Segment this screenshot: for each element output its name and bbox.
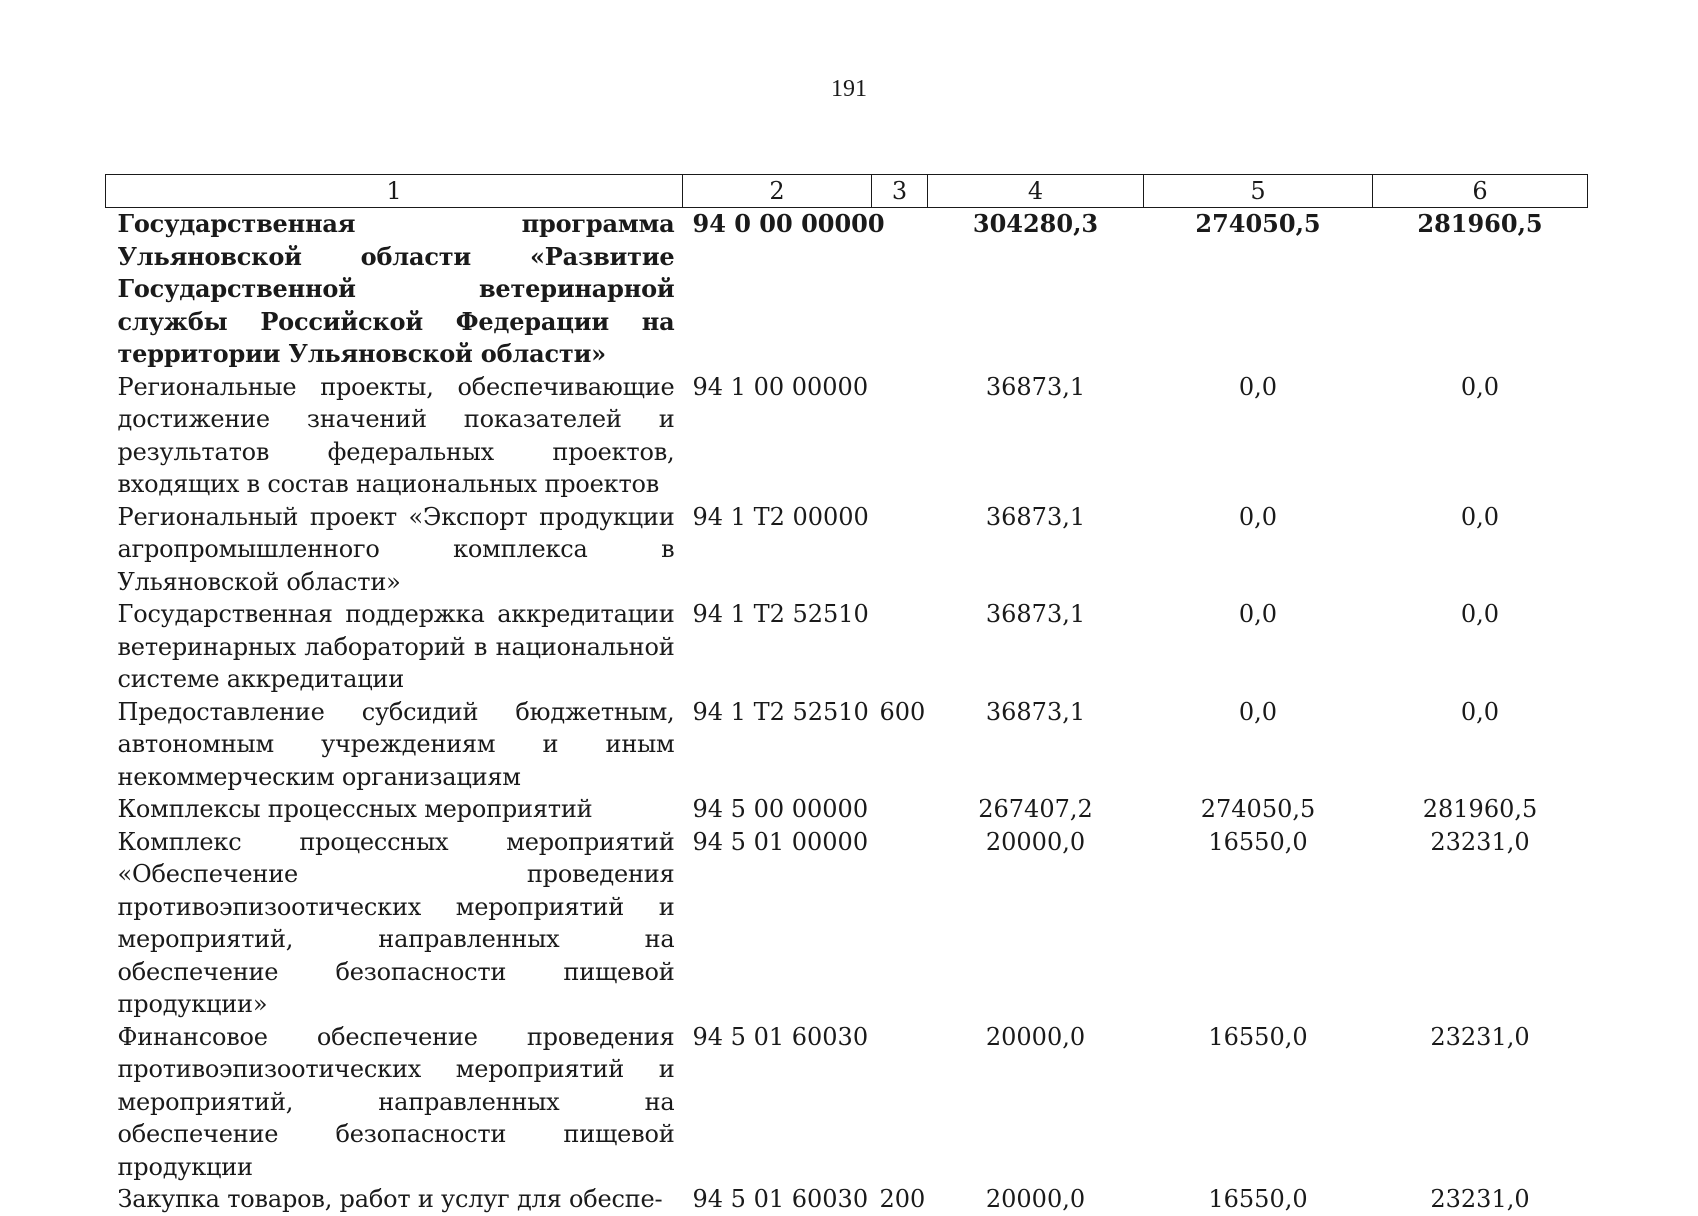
row-value-col-4: 304280,3 — [972, 209, 1099, 238]
row-expense-type-code — [872, 598, 928, 696]
header-col-4: 4 — [928, 175, 1144, 208]
row-target-article-code: 94 5 01 00000 — [692, 827, 869, 856]
table-row — [106, 501, 1588, 599]
row-value-col-5: 16550,0 — [1208, 1185, 1308, 1213]
row-name: Финансовое обеспечение проведения противоэпизоотических мероприятий и мероприятий, направленных на обеспечение безопасности пищевой продукции — [117, 1022, 675, 1181]
row-value-col-5: 0,0 — [1238, 600, 1278, 628]
header-col-1: 1 — [106, 175, 683, 208]
row-value-col-6: 281960,5 — [1422, 795, 1538, 823]
row-expense-type-code — [872, 371, 928, 501]
row-target-article-code: 94 5 01 60030 — [692, 1022, 869, 1051]
budget-table — [105, 174, 1588, 1216]
row-value-col-6: 0,0 — [1460, 600, 1500, 628]
table-row — [106, 793, 1588, 826]
table-row — [106, 208, 1588, 371]
row-expense-type-code — [872, 501, 928, 599]
table-row — [106, 371, 1588, 501]
row-value-col-5: 0,0 — [1238, 502, 1278, 531]
row-expense-type-code — [872, 1021, 928, 1184]
header-col-3: 3 — [872, 175, 928, 208]
row-value-col-4: 36873,1 — [985, 502, 1086, 531]
table-row — [106, 1183, 1588, 1216]
row-target-article-code: 94 1 Т2 00000 — [692, 502, 869, 531]
row-name: Региональные проекты, обеспечивающие достижение значений показателей и результатов федеральных проектов, входящих в состав национальных проектов — [117, 372, 675, 498]
row-name: Региональный проект «Экспорт продукции агропромышленного комплекса в Ульяновской области» — [117, 502, 675, 596]
row-value-col-5: 16550,0 — [1208, 827, 1308, 856]
row-value-col-6: 23231,0 — [1430, 1022, 1530, 1051]
row-expense-type-code: 200 — [879, 1185, 926, 1213]
table-header — [106, 175, 1588, 208]
header-col-6: 6 — [1373, 175, 1588, 208]
row-value-col-6: 23231,0 — [1430, 827, 1530, 856]
row-name: Комплекс процессных мероприятий «Обеспечение проведения противоэпизоотических мероприятий и мероприятий, направленных на обеспечение безопасности пищевой продукции» — [117, 827, 675, 1018]
row-name: Комплексы процессных мероприятий — [117, 795, 593, 823]
row-value-col-4: 20000,0 — [985, 1185, 1086, 1213]
row-value-col-6: 0,0 — [1460, 372, 1500, 401]
table-row — [106, 826, 1588, 1021]
row-value-col-6: 23231,0 — [1430, 1185, 1530, 1213]
header-row — [106, 175, 1588, 208]
row-value-col-5: 0,0 — [1238, 372, 1278, 401]
row-name: Государственная программа Ульяновской области «Развитие Государственной ветеринарной службы Российской Федерации на территории Ульяновской области» — [117, 209, 675, 368]
row-name: Государственная поддержка аккредитации ветеринарных лабораторий в национальной системе аккредитации — [117, 600, 675, 693]
row-name: Предоставление субсидий бюджетным, автономным учреждениям и иным некоммерческим организациям — [117, 697, 675, 791]
row-name: Закупка товаров, работ и услуг для обеспе- — [117, 1185, 663, 1213]
row-value-col-6: 0,0 — [1460, 697, 1500, 726]
row-value-col-4: 20000,0 — [985, 827, 1086, 856]
row-value-col-5: 274050,5 — [1195, 209, 1321, 238]
row-value-col-4: 36873,1 — [985, 697, 1086, 726]
row-target-article-code: 94 1 Т2 52510 — [692, 600, 869, 628]
table-body — [106, 208, 1588, 1216]
row-value-col-5: 274050,5 — [1200, 795, 1316, 823]
header-col-5: 5 — [1144, 175, 1373, 208]
row-value-col-4: 36873,1 — [985, 372, 1086, 401]
row-target-article-code: 94 1 00 00000 — [692, 372, 869, 401]
row-target-article-code: 94 0 00 00000 — [692, 209, 885, 238]
row-expense-type-code — [872, 826, 928, 1021]
table-row — [106, 1021, 1588, 1184]
row-value-col-4: 36873,1 — [985, 600, 1086, 628]
row-value-col-6: 0,0 — [1460, 502, 1500, 531]
header-col-2: 2 — [683, 175, 872, 208]
table-row — [106, 598, 1588, 696]
row-target-article-code: 94 1 Т2 52510 — [692, 697, 869, 726]
row-expense-type-code — [872, 793, 928, 826]
row-expense-type-code: 600 — [879, 697, 926, 726]
row-target-article-code: 94 5 01 60030 — [692, 1185, 869, 1213]
table-row — [106, 696, 1588, 794]
row-target-article-code: 94 5 00 00000 — [692, 795, 869, 823]
row-value-col-5: 16550,0 — [1208, 1022, 1308, 1051]
row-value-col-4: 267407,2 — [978, 795, 1093, 823]
row-value-col-4: 20000,0 — [985, 1022, 1086, 1051]
page-number: 191 — [831, 76, 867, 102]
row-value-col-6: 281960,5 — [1417, 209, 1543, 238]
row-value-col-5: 0,0 — [1238, 697, 1278, 726]
